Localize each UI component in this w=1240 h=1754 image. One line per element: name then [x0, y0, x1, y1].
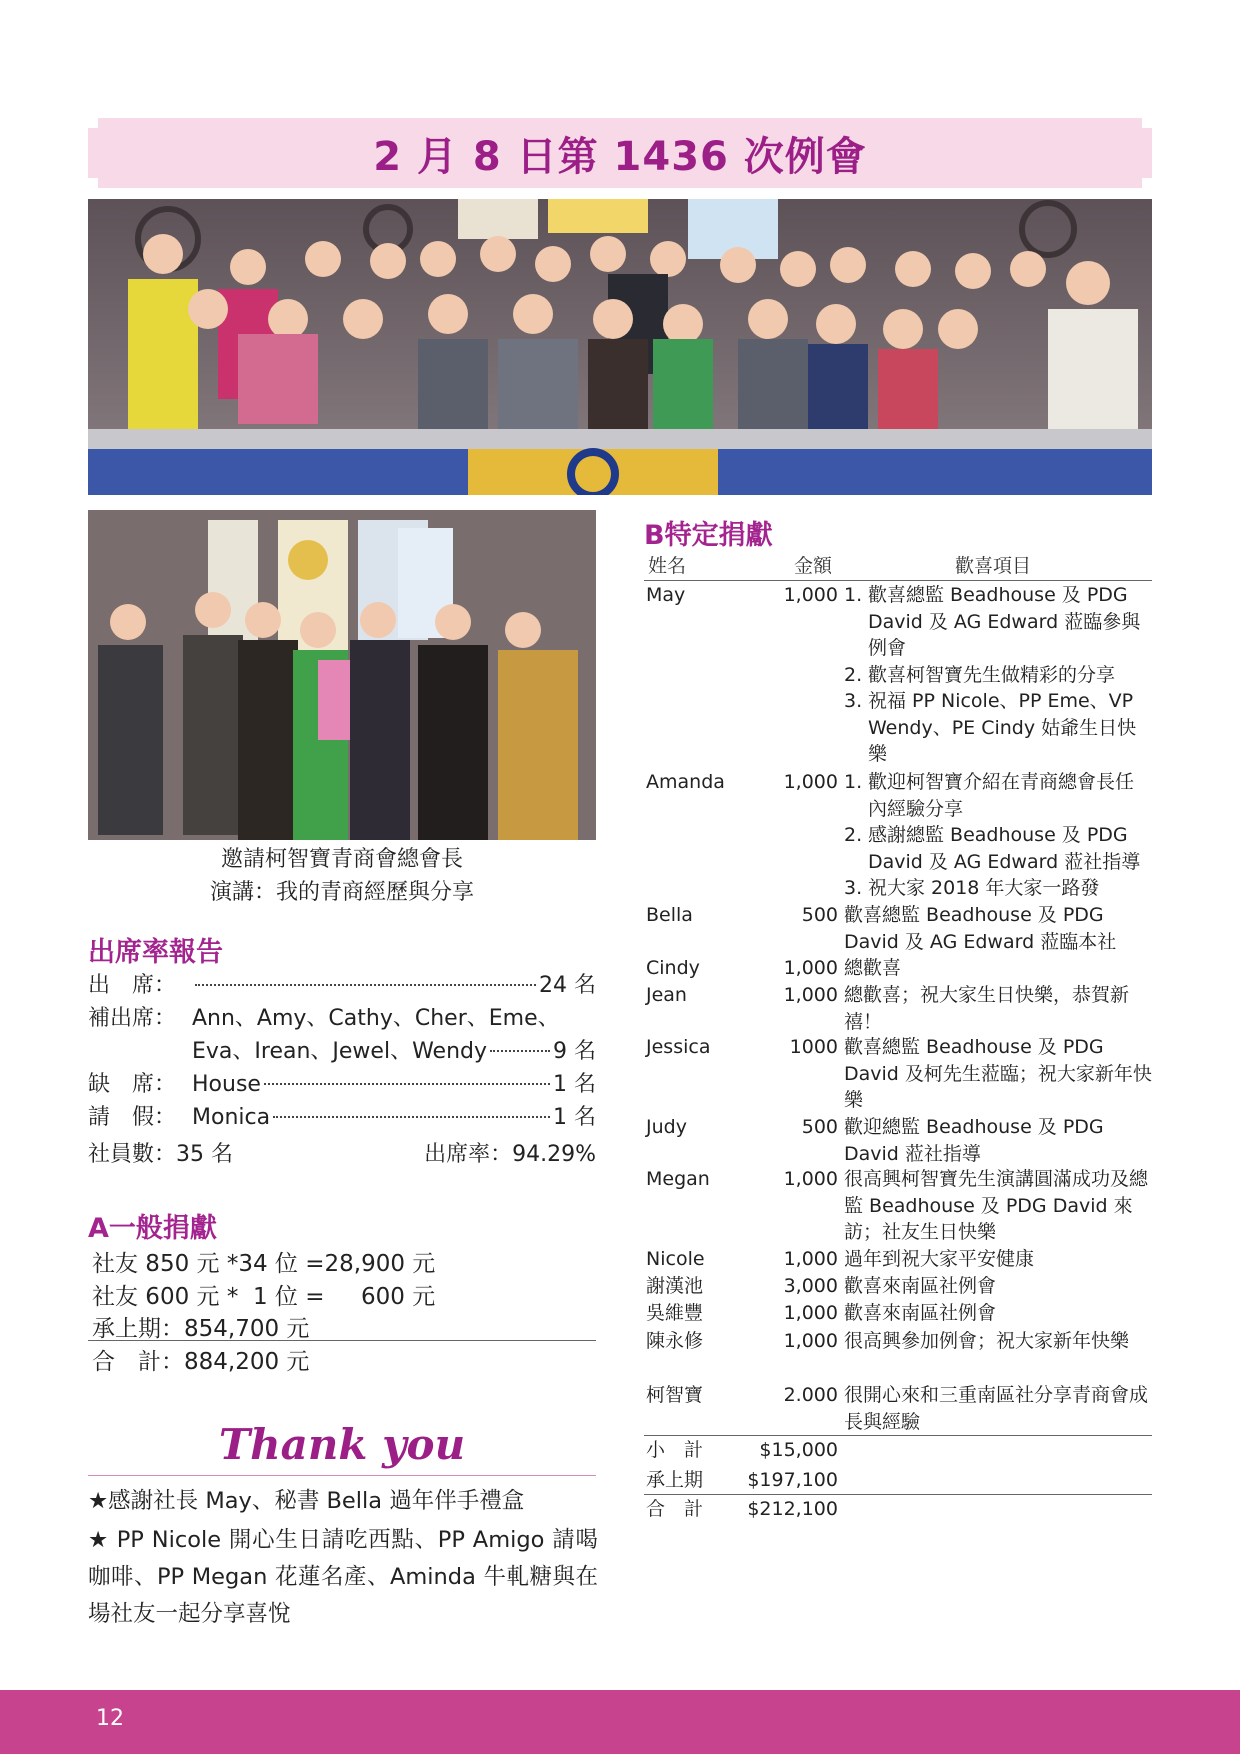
group-photo [88, 199, 1152, 495]
donor-amount: 1,000 [783, 1248, 838, 1270]
row-text: Monica [192, 1105, 271, 1130]
donor-name: 吳維豐 [646, 1302, 704, 1324]
donation-a-total: 合 計：884,200 元 [92, 1349, 310, 1375]
row-count: 24 名 [539, 973, 596, 998]
item-text: 總歡喜 [844, 957, 902, 979]
donor-amount: 500 [801, 904, 838, 926]
caption-line-1: 邀請柯智寶青商會總會長 [220, 847, 463, 872]
total-label: 合 計 [646, 1498, 704, 1520]
item-num: 1. [844, 771, 863, 793]
donor-name: 柯智寶 [646, 1384, 704, 1406]
row-count: 1 名 [553, 1105, 596, 1130]
item-text: 歡喜來南區社例會 [844, 1275, 997, 1297]
item-text: 歡迎總監 Beadhouse 及 PDG David 蒞社指導 [844, 1116, 1104, 1165]
col-header-amount: 金額 [794, 555, 833, 577]
carry-row [646, 1466, 1152, 1495]
carry-value: $197,100 [747, 1469, 838, 1491]
item-text: 祝大家 2018 年大家一路發 [868, 877, 1100, 899]
member-count: 社員數：35 名 [88, 1142, 233, 1167]
total-row [646, 1495, 1152, 1524]
attendance-rate: 出席率：94.29% [424, 1142, 596, 1167]
speaker-photo [88, 510, 596, 840]
attendance-row-leave [88, 1100, 596, 1133]
row-text: House [192, 1072, 261, 1097]
table-row [646, 1300, 1152, 1327]
row-text: Eva、Irean、Jewel、Wendy [192, 1039, 488, 1064]
item-text: 歡喜來南區社例會 [844, 1302, 997, 1324]
table-row [646, 982, 1152, 1035]
item-text: 過年到祝大家平安健康 [844, 1248, 1035, 1270]
page-number: 12 [96, 1706, 124, 1731]
attendance-row-makeup [88, 1001, 596, 1034]
table-row [646, 955, 1152, 982]
attendance-title: 出席率報告 [88, 937, 223, 968]
attendance-summary [88, 1137, 596, 1170]
item-text: 歡迎柯智寶介紹在青商總會長任內經驗分享 [868, 771, 1135, 820]
row-count: 1 名 [553, 1072, 596, 1097]
donor-name: 陳永修 [646, 1330, 704, 1352]
row-label: 補出席： [88, 1006, 177, 1031]
row-text: Ann、Amy、Cathy、Cher、Eme、 [192, 1006, 560, 1031]
item-text: 歡喜總監 Beadhouse 及 PDG David 及 AG Edward 蒞臨本社 [844, 904, 1117, 953]
thank-note-1: ★感謝社長 May、秘書 Bella 過年伴手禮盒 [88, 1488, 525, 1514]
item-text: 祝福 PP Nicole、PP Eme、VP Wendy、PE Cindy 姑爺生日快樂 [868, 690, 1137, 765]
attendance-row-makeup-cont [88, 1034, 596, 1067]
donation-a-line: 承上期：854,700 元 [92, 1316, 310, 1342]
donor-amount: 1,000 [783, 1302, 838, 1324]
donor-amount: 500 [801, 1116, 838, 1138]
photo-caption [88, 843, 596, 909]
row-label: 出 席： [88, 973, 177, 998]
item-num: 3. [844, 690, 863, 712]
item-text: 歡喜柯智寶先生做精彩的分享 [868, 663, 1116, 686]
table-row [646, 1166, 1152, 1246]
caption-line-2: 演講：我的青商經歷與分享 [209, 880, 474, 905]
donor-amount: 1000 [789, 1036, 838, 1058]
donor-amount: 1,000 [783, 984, 838, 1006]
thank-you-divider [88, 1475, 596, 1476]
table-row [646, 902, 1152, 955]
item-text: 感謝總監 Beadhouse 及 PDG David 及 AG Edward 蒞社指導 [868, 824, 1141, 873]
donor-amount: 1,000 [783, 1330, 838, 1352]
donation-a-line: 社友 600 元 * 1 位 = 600 元 [92, 1284, 436, 1310]
title-banner [88, 118, 1152, 188]
item-num: 3. [844, 877, 863, 899]
attendance-row-absent [88, 1067, 596, 1100]
item-text: 很高興柯智寶先生演講圓滿成功及總監 Beadhouse 及 PDG David 來訪；社友生日快樂 [844, 1168, 1149, 1243]
donor-name: Judy [646, 1116, 687, 1138]
row-label: 缺 席： [88, 1072, 177, 1097]
col-header-items: 歡喜項目 [955, 555, 1032, 577]
table-row [646, 1114, 1152, 1167]
header-divider [644, 580, 1152, 581]
page-footer [0, 1690, 1240, 1754]
donor-name: 謝漢池 [646, 1275, 704, 1297]
table-row [646, 1246, 1152, 1273]
donor-name: Cindy [646, 957, 700, 979]
donor-amount: 1,000 [783, 771, 838, 793]
page-title: 2 月 8 日第 1436 次例會 [373, 133, 867, 180]
donor-name: Jean [646, 984, 687, 1006]
donation-b-title: B特定捐獻 [644, 520, 773, 551]
item-num: 1. [844, 584, 863, 606]
table-row [646, 582, 1152, 768]
donor-name: Bella [646, 904, 693, 926]
thank-you-heading: Thank you [218, 1420, 466, 1469]
attendance-row-present [88, 968, 596, 1001]
col-header-name: 姓名 [648, 555, 687, 577]
donor-name: May [646, 584, 686, 606]
total-value: $212,100 [747, 1498, 838, 1520]
row-label: 請 假： [88, 1105, 177, 1130]
subtotal-row [646, 1436, 1152, 1465]
table-row [646, 769, 1152, 902]
donor-name: Nicole [646, 1248, 705, 1270]
donor-name: Jessica [646, 1036, 711, 1058]
item-num: 2. [844, 663, 863, 686]
carry-label: 承上期 [646, 1469, 704, 1491]
donation-a-title: A一般捐獻 [88, 1213, 217, 1244]
table-row [646, 1382, 1152, 1435]
subtotal-label: 小 計 [646, 1439, 704, 1461]
donor-amount: 3,000 [783, 1275, 838, 1297]
divider [88, 1340, 596, 1341]
item-text: 歡喜總監 Beadhouse 及 PDG David 及柯先生蒞臨；祝大家新年快樂 [844, 1036, 1152, 1111]
table-row [646, 1328, 1152, 1355]
item-text: 很高興參加例會；祝大家新年快樂 [844, 1330, 1130, 1352]
item-text: 總歡喜；祝大家生日快樂，恭賀新禧！ [844, 984, 1130, 1033]
donor-amount: 1,000 [783, 1168, 838, 1190]
donation-a-line: 社友 850 元 *34 位 =28,900 元 [92, 1251, 436, 1277]
item-num: 2. [844, 824, 863, 846]
donor-name: Megan [646, 1168, 710, 1190]
item-text: 很開心來和三重南區社分享青商會成長與經驗 [844, 1384, 1149, 1433]
donor-name: Amanda [646, 771, 725, 793]
item-text: 歡喜總監 Beadhouse 及 PDG David 及 AG Edward 蒞臨參與例會 [868, 584, 1141, 659]
table-row [646, 1034, 1152, 1114]
donor-amount: 1,000 [783, 584, 838, 606]
thank-note-2: ★ PP Nicole 開心生日請吃西點、PP Amigo 請喝咖啡、PP Megan 花蓮名產、Aminda 牛軋糖與在場社友一起分享喜悅 [88, 1527, 598, 1627]
table-row [646, 1273, 1152, 1300]
row-count: 9 名 [553, 1039, 596, 1064]
donor-amount: 2.000 [783, 1384, 838, 1406]
subtotal-value: $15,000 [759, 1439, 838, 1461]
donor-amount: 1,000 [783, 957, 838, 979]
